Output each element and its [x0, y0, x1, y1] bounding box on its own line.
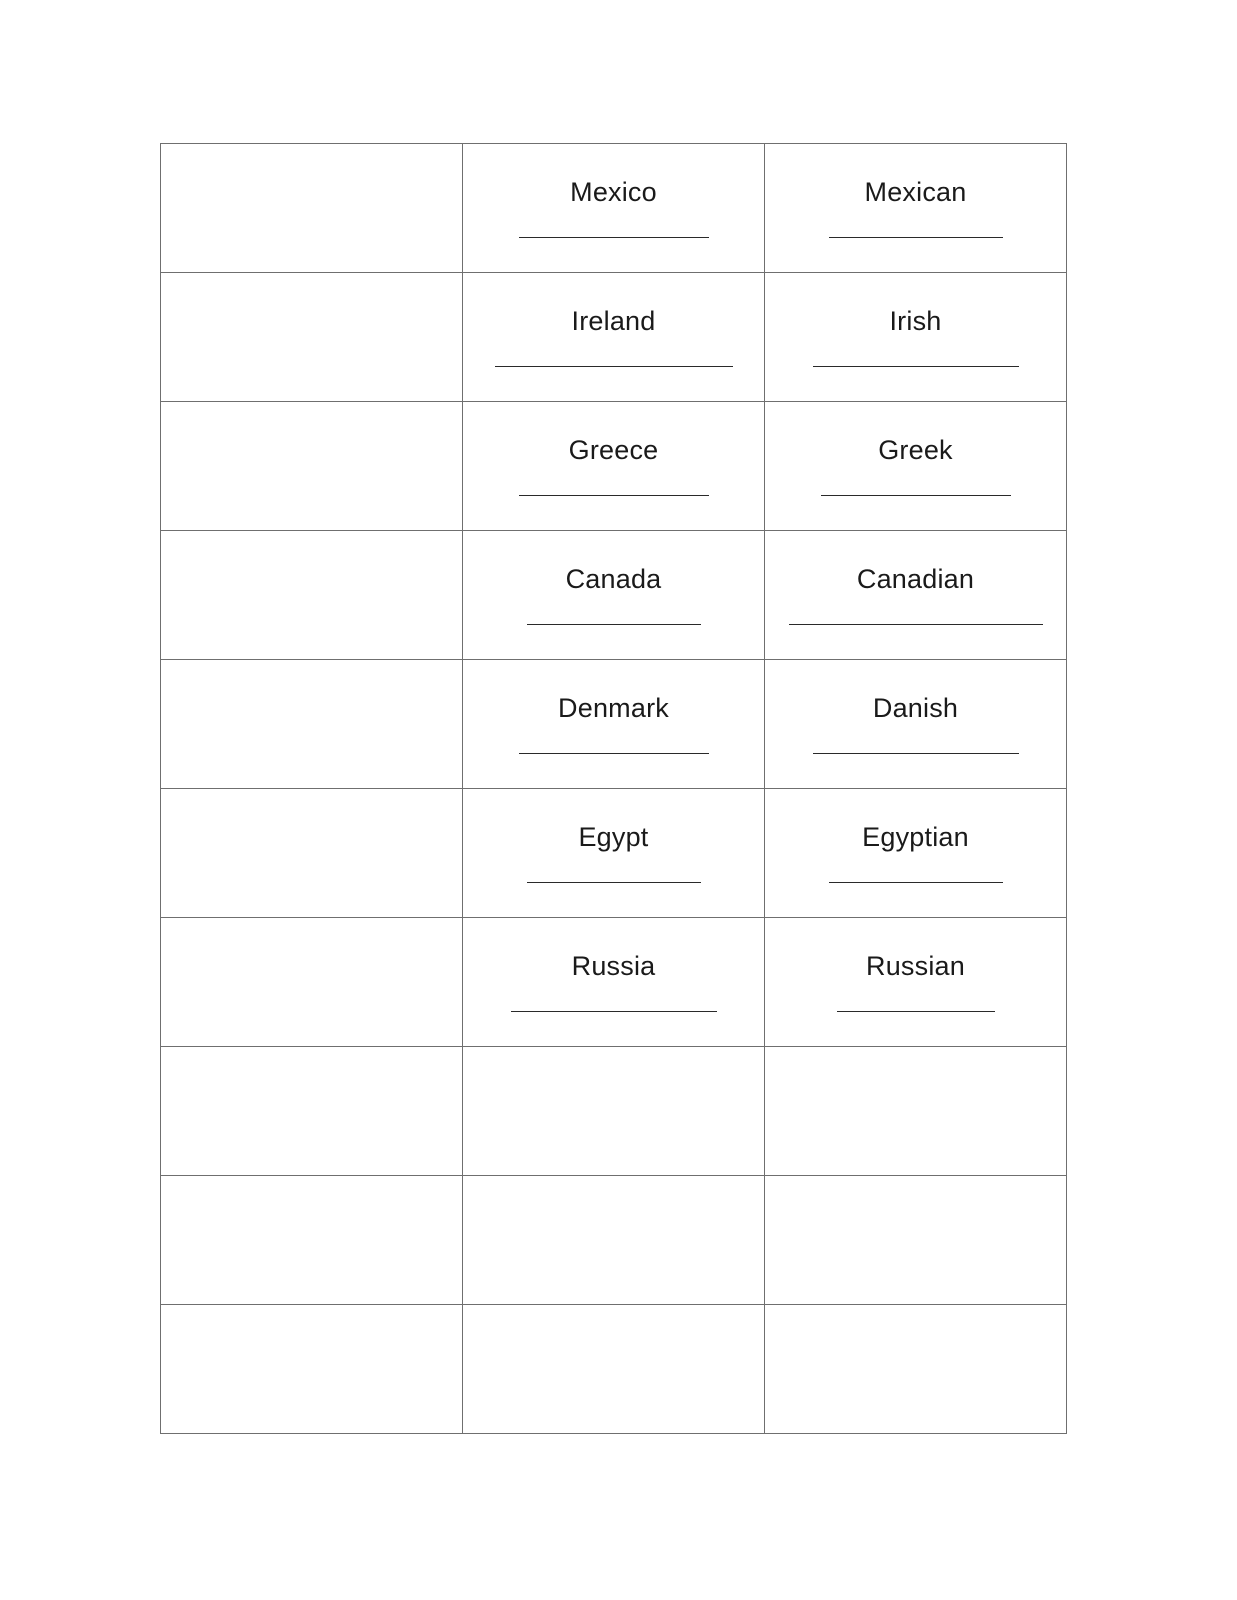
nationality-cell [765, 273, 1067, 402]
answer-blank[interactable] [813, 753, 1019, 754]
worksheet [160, 143, 1066, 1453]
country-cell [463, 273, 765, 402]
table-row [161, 1305, 1067, 1434]
table-row [161, 531, 1067, 660]
country-label: Denmark [558, 693, 669, 723]
table-row [161, 1176, 1067, 1305]
empty-cell[interactable] [161, 789, 463, 918]
nationality-label: Canadian [856, 564, 975, 594]
answer-blank[interactable] [495, 366, 733, 367]
country-cell [463, 144, 765, 273]
nationality-label: Greek [878, 435, 953, 465]
nationality-label: Egyptian [862, 822, 969, 852]
country-label: Greece [568, 435, 659, 465]
empty-cell[interactable] [161, 531, 463, 660]
empty-cell[interactable] [161, 918, 463, 1047]
answer-blank[interactable] [511, 1011, 717, 1012]
country-cell [463, 531, 765, 660]
nationality-label: Mexican [864, 177, 967, 207]
country-label: Canada [565, 564, 662, 594]
nationality-label: Russian [866, 951, 965, 981]
empty-cell[interactable] [161, 660, 463, 789]
table-row [161, 918, 1067, 1047]
country-label: Mexico [570, 177, 657, 207]
table-row [161, 144, 1067, 273]
table-row [161, 402, 1067, 531]
country-label: Ireland [571, 306, 656, 336]
empty-cell[interactable] [161, 144, 463, 273]
answer-blank[interactable] [837, 1011, 995, 1012]
country-cell [463, 660, 765, 789]
table-row [161, 660, 1067, 789]
empty-cell[interactable] [161, 1047, 463, 1176]
empty-cell[interactable] [463, 1305, 765, 1434]
table-row [161, 1047, 1067, 1176]
answer-blank[interactable] [527, 882, 701, 883]
empty-cell[interactable] [161, 273, 463, 402]
empty-cell[interactable] [463, 1176, 765, 1305]
country-label: Russia [571, 951, 656, 981]
nationality-cell [765, 918, 1067, 1047]
answer-blank[interactable] [829, 237, 1003, 238]
answer-blank[interactable] [821, 495, 1011, 496]
answer-blank[interactable] [527, 624, 701, 625]
answer-blank[interactable] [519, 237, 709, 238]
empty-cell[interactable] [463, 1047, 765, 1176]
table-row [161, 273, 1067, 402]
country-label: Egypt [578, 822, 649, 852]
empty-cell[interactable] [161, 1176, 463, 1305]
nationality-cell [765, 660, 1067, 789]
country-cell [463, 789, 765, 918]
answer-blank[interactable] [519, 753, 709, 754]
answer-blank[interactable] [813, 366, 1019, 367]
country-nationality-table [160, 143, 1067, 1434]
empty-cell[interactable] [765, 1047, 1067, 1176]
country-cell [463, 918, 765, 1047]
answer-blank[interactable] [829, 882, 1003, 883]
answer-blank[interactable] [789, 624, 1043, 625]
nationality-label: Danish [872, 693, 959, 723]
empty-cell[interactable] [765, 1176, 1067, 1305]
empty-cell[interactable] [765, 1305, 1067, 1434]
empty-cell[interactable] [161, 402, 463, 531]
nationality-cell [765, 402, 1067, 531]
nationality-cell [765, 144, 1067, 273]
answer-blank[interactable] [519, 495, 709, 496]
nationality-cell [765, 531, 1067, 660]
nationality-label: Irish [889, 306, 942, 336]
nationality-cell [765, 789, 1067, 918]
country-cell [463, 402, 765, 531]
table-row [161, 789, 1067, 918]
empty-cell[interactable] [161, 1305, 463, 1434]
